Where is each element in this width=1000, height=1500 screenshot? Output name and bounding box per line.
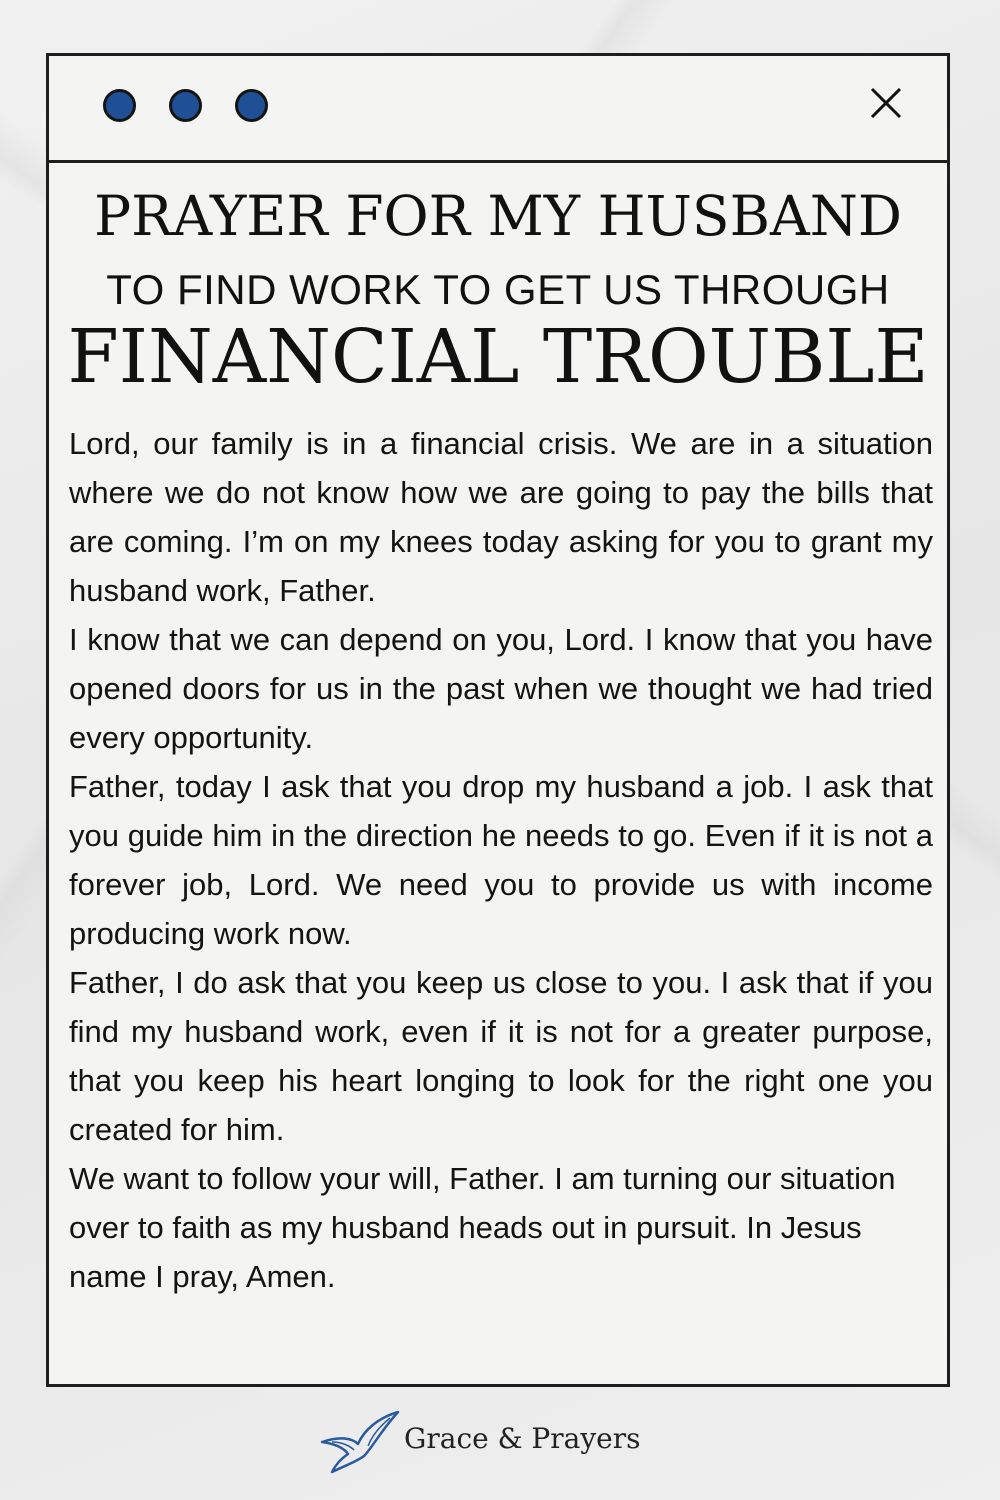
window-control-dot-1 (103, 89, 136, 122)
prayer-paragraph-2: I know that we can depend on you, Lord. I know that you have opened doors for us in the past when we thought we had tried every opportunity. (69, 622, 933, 755)
title-line-1: PRAYER FOR MY HUSBAND (94, 184, 902, 248)
dove-icon (318, 1408, 402, 1478)
brand-name: Grace & Prayers (404, 1422, 641, 1455)
window-control-dot-2 (169, 89, 202, 122)
prayer-paragraph-1: Lord, our family is in a financial crisis. We are in a situation where we do not know how we are going to pay the bills that are coming. I’m on my knees today asking for you to grant my husband work, Father. (69, 426, 933, 608)
close-icon[interactable] (869, 86, 903, 120)
window-titlebar (49, 56, 947, 163)
prayer-paragraph-4: Father, I do ask that you keep us close to you. I ask that if you find my husband work, even if it is not for a greater purpose, that you keep his heart longing to look for the right one you created for him. (69, 965, 933, 1147)
brand-logo[interactable] (318, 1408, 678, 1478)
title-line-3: FINANCIAL TROUBLE (67, 314, 929, 400)
window-control-dot-3 (235, 89, 268, 122)
prayer-window (46, 53, 950, 1387)
prayer-paragraph-5: We want to follow your will, Father. I am turning our situation over to faith as my husband heads out in pursuit. In Jesus name I pray, Amen. (69, 1161, 896, 1294)
prayer-text (69, 419, 933, 1301)
title-line-2: TO FIND WORK TO GET US THROUGH (106, 266, 890, 313)
prayer-paragraph-3: Father, today I ask that you drop my husband a job. I ask that you guide him in the direction he needs to go. Even if it is not a forever job, Lord. We need you to provide us with income producing work now. (69, 769, 933, 951)
